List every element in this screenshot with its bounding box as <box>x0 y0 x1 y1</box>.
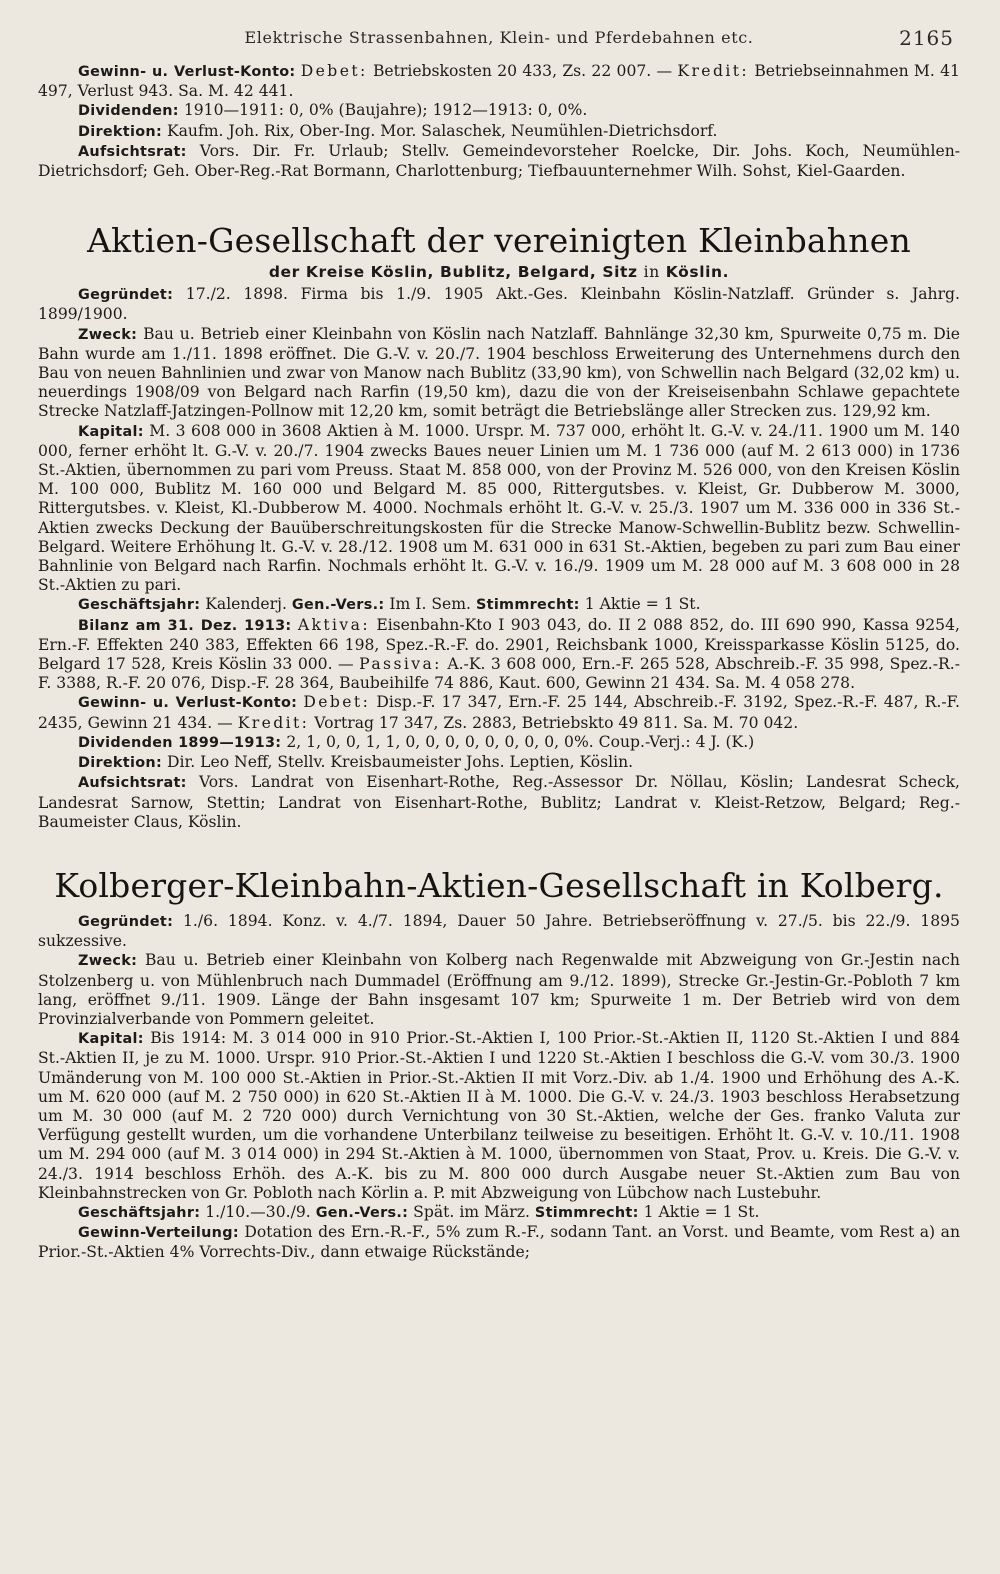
company-entry-koeslin <box>38 221 960 832</box>
aufsichtsrat-text: Vors. Dir. Fr. Urlaub; Stellv. Gemeindevorsteher Roelcke, Dir. Johs. Koch, Neumühlen-Dietrichsdorf; Geh. Ober-Reg.-Rat Bormann, Charlottenburg; Tiefbauunternehmer Wilh. Sohst, Kiel-Gaarden. <box>38 141 961 181</box>
dividenden-paragraph <box>38 733 960 753</box>
aktiva-label: Aktiva: <box>297 615 370 634</box>
kredit-text: Vortrag 17 347, Zs. 2883, Betriebskto 49 811. Sa. M. 70 042. <box>314 713 799 732</box>
aufsichtsrat-text: Vors. Landrat von Eisenhart-Rothe, Reg.-Assessor Dr. Nöllau, Köslin; Landesrat Scheck, Landesrat Sarnow, Stettin; Landrat von Eisenhart-Rothe, Bublitz; Landrat v. Kleist-Retzow, Belgard; Reg.-Baumeister Claus, Köslin. <box>38 773 960 831</box>
direktion-label: Direktion: <box>78 755 163 772</box>
stimmrecht-text: 1 Aktie = 1 St. <box>584 595 701 614</box>
bilanz-paragraph <box>38 616 960 694</box>
zweck-text: Bau u. Betrieb einer Kleinbahn von Köslin nach Natzlaff. Bahnlänge 32,30 km, Spurweite 0,75 m. Die Bahn wurde am 1./11. 1898 eröffnet. Die G.-V. v. 20./7. 1904 beschloss Erweiterung des Unternehmens durch den Bau von neuen Bahnlinien und zwar von Manow nach Bublitz (33,90 km), von Schwellin nach Belgard (32,02 km) u. neuerdings 1908/09 von Belgard nach Rarfin (19,50 km), dazu die von der Kreiseisenbahn Schlawe gepachtete Strecke Natzlaff-Jatzingen-Pollnow mit 12,20 km, somit beträgt die Betriebslänge aller Strecken zus. 129,92 km. <box>38 324 960 421</box>
company-title: Kolberger-Kleinbahn-Aktien-Gesellschaft in Kolberg. <box>54 865 944 905</box>
kapital-paragraph <box>38 1029 960 1203</box>
company-entry-kolberg <box>38 866 960 1263</box>
geschaeftsjahr-text: 1./10.—30./9. <box>205 1202 311 1221</box>
gewinn-label: Gewinn- u. Verlust-Konto: <box>78 695 298 712</box>
kredit-text: Betriebseinnahmen M. 41 497, Verlust 943. Sa. M. 42 441. <box>38 62 960 101</box>
gewinn-verlust-paragraph <box>38 693 960 732</box>
debet-text: Disp.-F. 17 347, Ern.-F. 25 144, Abschreib.-F. 3192, Spez.-R.-F. 487, R.-F. 2435, Gewinn 21 434. — <box>38 693 960 732</box>
kapital-label: Kapital: <box>78 1031 144 1048</box>
dividenden-text: 1910—1911: 0, 0% (Baujahre); 1912—1913: 0, 0%. <box>183 101 588 120</box>
genvers-text: Im I. Sem. <box>389 595 472 614</box>
kapital-text: Bis 1914: M. 3 014 000 in 910 Prior.-St.-Aktien I, 100 Prior.-St.-Aktien II, 1120 St.-Aktien I und 884 St.-Aktien II, je zu M. 1000. Urspr. 910 Prior.-St.-Aktien I und 1220 St.-Aktien I beschloss die G.-V. vom 30./3. 1900 Umänderung von M. 100 000 St.-Aktien in Prior.-St.-Aktien II mit Vorz.-Div. ab 1./4. 1900 und Erhöhung des A.-K. um M. 620 000 (auf M. 2 750 000) in 620 St.-Aktien II à M. 1000. Die G.-V. v. 24./3. 1903 beschloss Herabsetzung um M. 30 000 (auf M. 2 720 000) durch Vernichtung von 30 St.-Aktien, welche der Ges. franko Valuta zur Verfügung gestellt wurden, um die vorhandene Unterbilanz teilweise zu beseitigen. Erhöht lt. G.-V. v. 10./11. 1908 um M. 294 000 (auf M. 3 014 000) in 294 St.-Aktien à M. 1000, übernommen von Staat, Prov. u. Kreis. Die G.-V. v. 24./3. 1914 beschloss Erhöh. des A.-K. bis zu M. 800 000 durch Ausgabe neuer St.-Aktien zum Bau von Kleinbahnstrecken von Gr. Pobloth nach Körlin a. P. mit Abzweigung von Lübchow nach Lustebuhr. <box>38 1029 960 1202</box>
debet-label: Debet: <box>303 693 371 712</box>
subtitle-in: in <box>643 263 660 282</box>
zweck-label: Zweck: <box>78 326 138 343</box>
direktion-label: Direktion: <box>78 123 163 140</box>
kapital-text: M. 3 608 000 in 3608 Aktien à M. 1000. Urspr. M. 737 000, erhöht lt. G.-V. v. 24./11. 1900 um M. 140 000, ferner erhöht lt. G.-V. v. 20./7. 1904 zwecks Baues neuer Linien um M. 1 736 000 (auf M. 2 613 000) in 1736 St.-Aktien, übernommen zu pari vom Preuss. Staat M. 858 000, von der Provinz M. 526 000, von den Kreisen Köslin M. 100 000, Bublitz M. 160 000 und Belgard M. 85 000, Rittergutsbes. v. Kleist, Gr. Dubberow M. 3000, Rittergutsbes. v. Kleist, Kl.-Dubberow M. 4000. Nochmals erhöht lt. G.-V. v. 25./3. 1907 um M. 336 000 in 336 St.-Aktien zwecks Deckung der Bauüberschreitungskosten für die Strecke Manow-Schwellin-Bublitz bezw. Schwellin-Belgard. Weitere Erhöhung lt. G.-V. v. 28./12. 1908 um M. 631 000 in 631 St.-Aktien, begeben zu pari zum Bau einer Bahnlinie von Belgard nach Rarfin. Nochmals erhöht lt. G.-V. v. 16./9. 1909 um M. 28 000 auf M. 3 608 000 in 28 St.-Aktien zu pari. <box>38 421 960 595</box>
bilanz-label: Bilanz am 31. Dez. 1913: <box>78 617 292 634</box>
company-title: Aktien-Gesellschaft der vereinigten Kleinbahnen <box>87 221 911 261</box>
gegruendet-paragraph <box>38 285 960 324</box>
passiva-text: A.-K. 3 608 000, Ern.-F. 265 528, Abschreib.-F. 35 998, Spez.-R.-F. 3388, R.-F. 20 076, Disp.-F. 28 364, Baubeihilfe 74 886, Kaut. 600, Gewinn 21 434. Sa. M. 4 058 278. <box>38 655 960 693</box>
gewinnverteilung-label: Gewinn-Verteilung: <box>78 1225 239 1242</box>
passiva-label: Passiva: <box>359 655 442 674</box>
zweck-text: Bau u. Betrieb einer Kleinbahn von Kolberg nach Regenwalde mit Abzweigung von Gr.-Jestin nach Stolzenberg u. von Mühlenbruch nach Dummadel (Eröffnung am 9./12. 1899), Strecke Gr.-Jestin-Gr.-Pobloth 7 km lang, eröffnet 9./11. 1909. Länge der Bahn insgesamt 107 km; Spurweite 1 m. Der Betrieb wird von dem Provinzialverbande von Pommern geleitet. <box>38 951 960 1028</box>
gegruendet-paragraph <box>38 912 960 951</box>
geschaeftsjahr-paragraph <box>38 1203 960 1223</box>
zweck-label: Zweck: <box>78 953 138 970</box>
gewinnverteilung-paragraph <box>38 1223 960 1262</box>
gewinnverteilung-text: Dotation des Ern.-R.-F., 5% zum R.-F., sodann Tant. an Vorst. und Beamte, vom Rest a) an Prior.-St.-Aktien 4% Vorrechts-Div., dann etwaige Rückstände; <box>38 1223 960 1262</box>
gewinn-verlust-paragraph <box>38 62 960 101</box>
direktion-paragraph <box>38 753 960 773</box>
gegruendet-label: Gegründet: <box>78 287 174 304</box>
kredit-label: Kredit: <box>237 713 310 732</box>
dividenden-label: Dividenden 1899—1913: <box>78 734 282 751</box>
aktiva-text: Eisenbahn-Kto I 903 043, do. II 2 088 852, do. III 690 990, Kassa 9254, Ern.-F. Effekten 240 383, Effekten 66 198, Spez.-R.-F. do. 2901, Reichsbank 1000, Kreissparkasse Köslin 5125, do. Belgard 17 528, Kreis Köslin 33 000. — <box>38 615 960 674</box>
genvers-label: Gen.-Vers.: <box>315 1204 409 1221</box>
stimmrecht-label: Stimmrecht: <box>475 597 580 614</box>
gegruendet-label: Gegründet: <box>78 913 174 930</box>
aufsichtsrat-label: Aufsichtsrat: <box>78 775 187 792</box>
running-head <box>38 28 960 62</box>
gewinn-label: Gewinn- u. Verlust-Konto: <box>78 64 296 80</box>
dividenden-paragraph <box>38 101 960 121</box>
geschaeftsjahr-text: Kalenderj. <box>205 595 287 614</box>
stimmrecht-text: 1 Aktie = 1 St. <box>643 1202 760 1221</box>
direktion-text: Kaufm. Joh. Rix, Ober-Ing. Mor. Salaschek, Neumühlen-Dietrichsdorf. <box>166 121 718 140</box>
debet-label: Debet: <box>300 62 368 80</box>
debet-text: Betriebskosten 20 433, Zs. 22 007. — <box>372 62 673 80</box>
kapital-paragraph <box>38 422 960 596</box>
aufsichtsrat-paragraph <box>38 773 960 832</box>
running-title: Elektrische Strassenbahnen, Klein- und Pferdebahnen etc. <box>244 28 754 47</box>
aufsichtsrat-paragraph <box>38 142 960 181</box>
geschaeftsjahr-label: Geschäftsjahr: <box>78 1204 201 1221</box>
geschaeftsjahr-paragraph <box>38 595 960 615</box>
dividenden-label: Dividenden: <box>78 103 179 120</box>
zweck-paragraph <box>38 325 960 422</box>
company-subtitle <box>38 261 960 283</box>
gegruendet-text: 1./6. 1894. Konz. v. 4./7. 1894, Dauer 50 Jahre. Betriebseröffnung v. 27./5. bis 22./9. 1895 sukzessive. <box>38 911 960 951</box>
stimmrecht-label: Stimmrecht: <box>534 1204 639 1221</box>
subtitle-city: Köslin. <box>665 263 730 282</box>
dividenden-text: 2, 1, 0, 0, 1, 1, 0, 0, 0, 0, 0, 0, 0, 0, 0%. Coup.-Verj.: 4 J. (K.) <box>286 732 755 751</box>
genvers-label: Gen.-Vers.: <box>291 597 385 614</box>
aufsichtsrat-label: Aufsichtsrat: <box>78 143 187 160</box>
page-number: 2165 <box>899 26 954 50</box>
kredit-label: Kredit: <box>677 62 750 80</box>
direktion-paragraph <box>38 122 960 142</box>
kapital-label: Kapital: <box>78 423 144 440</box>
geschaeftsjahr-label: Geschäftsjahr: <box>78 597 201 614</box>
gegruendet-text: 17./2. 1898. Firma bis 1./9. 1905 Akt.-Ges. Kleinbahn Köslin-Natzlaff. Gründer s. Jahrg. 1899/1900. <box>38 285 960 324</box>
previous-entry <box>38 62 960 181</box>
zweck-paragraph <box>38 951 960 1029</box>
direktion-text: Dir. Leo Neff, Stellv. Kreisbaumeister Johs. Leptien, Köslin. <box>166 753 634 772</box>
subtitle-main: der Kreise Köslin, Bublitz, Belgard, Sitz <box>268 263 638 282</box>
genvers-text: Spät. im März. <box>413 1202 530 1221</box>
